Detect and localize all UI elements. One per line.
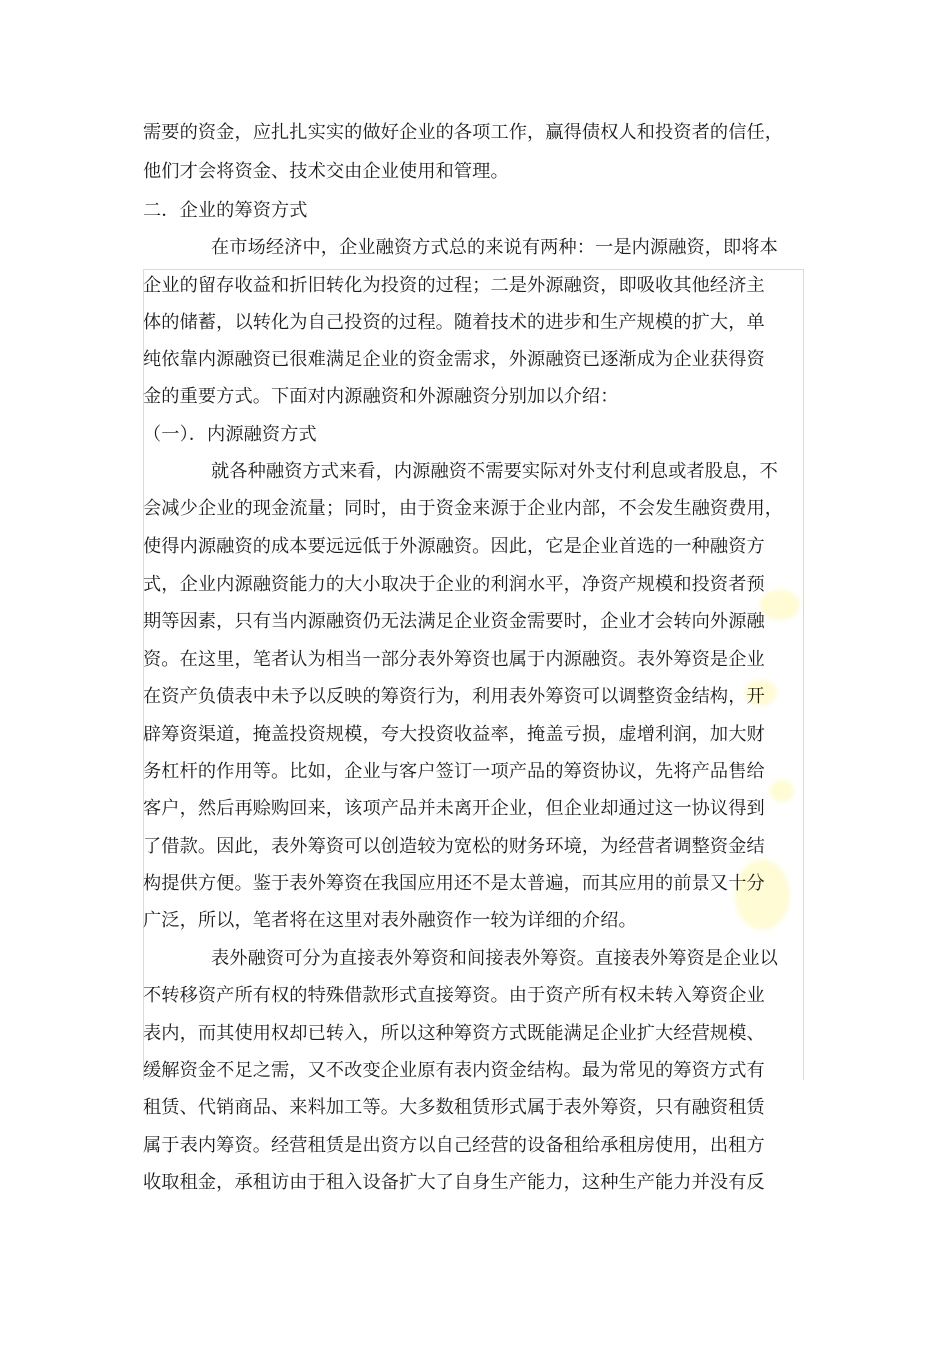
- text-line: 在资产负债表中未予以反映的筹资行为，利用表外筹资可以调整资金结构，开: [143, 686, 765, 707]
- text-line: 属于表内筹资。经营租赁是出资方以自己经营的设备租给承租房使用，出租方: [143, 1135, 765, 1156]
- text-line: 式，企业内源融资能力的大小取决于企业的利润水平，净资产规模和投资者预: [143, 574, 765, 595]
- text-line: 表内，而其使用权却已转入，所以这种筹资方式既能满足企业扩大经营规模、: [143, 1023, 765, 1044]
- text-line: 在市场经济中，企业融资方式总的来说有两种：一是内源融资，即将本: [211, 237, 778, 258]
- text-line: 务杠杆的作用等。比如，企业与客户签订一项产品的筹资协议，先将产品售给: [143, 761, 765, 782]
- frame-right-border: [803, 269, 804, 1080]
- text-line: 租赁、代销商品、来料加工等。大多数租赁形式属于表外筹资，只有融资租赁: [143, 1097, 765, 1118]
- text-line: 资。在这里，笔者认为相当一部分表外筹资也属于内源融资。表外筹资是企业: [143, 649, 765, 670]
- text-line: 辟筹资渠道，掩盖投资规模，夸大投资收益率，掩盖亏损，虚增利润，加大财: [143, 724, 765, 745]
- text-line: 会减少企业的现金流量；同时，由于资金来源于企业内部，不会发生融资费用，: [143, 498, 784, 519]
- text-line: 就各种融资方式来看，内源融资不需要实际对外支付利息或者股息，不: [211, 461, 778, 482]
- text-line: 使得内源融资的成本要远远低于外源融资。因此，它是企业首选的一种融资方: [143, 536, 765, 557]
- text-line: 构提供方便。鉴于表外筹资在我国应用还不是太普遍，而其应用的前景又十分: [143, 873, 765, 894]
- text-line: 客户，然后再赊购回来，该项产品并未离开企业，但企业却通过这一协议得到: [143, 798, 765, 819]
- text-line: 纯依靠内源融资已很难满足企业的资金需求，外源融资已逐渐成为企业获得资: [143, 349, 765, 370]
- text-line: 金的重要方式。下面对内源融资和外源融资分别加以介绍：: [143, 386, 619, 407]
- section-heading: 二．企业的筹资方式: [143, 200, 308, 221]
- text-line: 企业的留存收益和折旧转化为投资的过程；二是外源融资，即吸收其他经济主: [143, 275, 765, 296]
- subsection-heading: （一）．内源融资方式: [143, 424, 317, 445]
- text-line: 他们才会将资金、技术交由企业使用和管理。: [143, 161, 509, 182]
- text-line: 表外融资可分为直接表外筹资和间接表外筹资。直接表外筹资是企业以: [211, 948, 778, 969]
- text-line: 需要的资金，应扎扎实实的做好企业的各项工作，赢得债权人和投资者的信任，: [143, 122, 784, 143]
- text-line: 不转移资产所有权的特殊借款形式直接筹资。由于资产所有权未转入筹资企业: [143, 985, 765, 1006]
- text-line: 收取租金，承租访由于租入设备扩大了自身生产能力，这种生产能力并没有反: [143, 1172, 765, 1193]
- text-line: 广泛，所以，笔者将在这里对表外融资作一较为详细的介绍。: [143, 910, 637, 931]
- text-line: 缓解资金不足之需，又不改变企业原有表内资金结构。最为常见的筹资方式有: [143, 1060, 765, 1081]
- text-line: 期等因素，只有当内源融资仍无法满足企业资金需要时，企业才会转向外源融: [143, 611, 765, 632]
- text-line: 了借款。因此，表外筹资可以创造较为宽松的财务环境，为经营者调整资金结: [143, 836, 765, 857]
- text-line: 体的储蓄，以转化为自己投资的过程。随着技术的进步和生产规模的扩大，单: [143, 312, 765, 333]
